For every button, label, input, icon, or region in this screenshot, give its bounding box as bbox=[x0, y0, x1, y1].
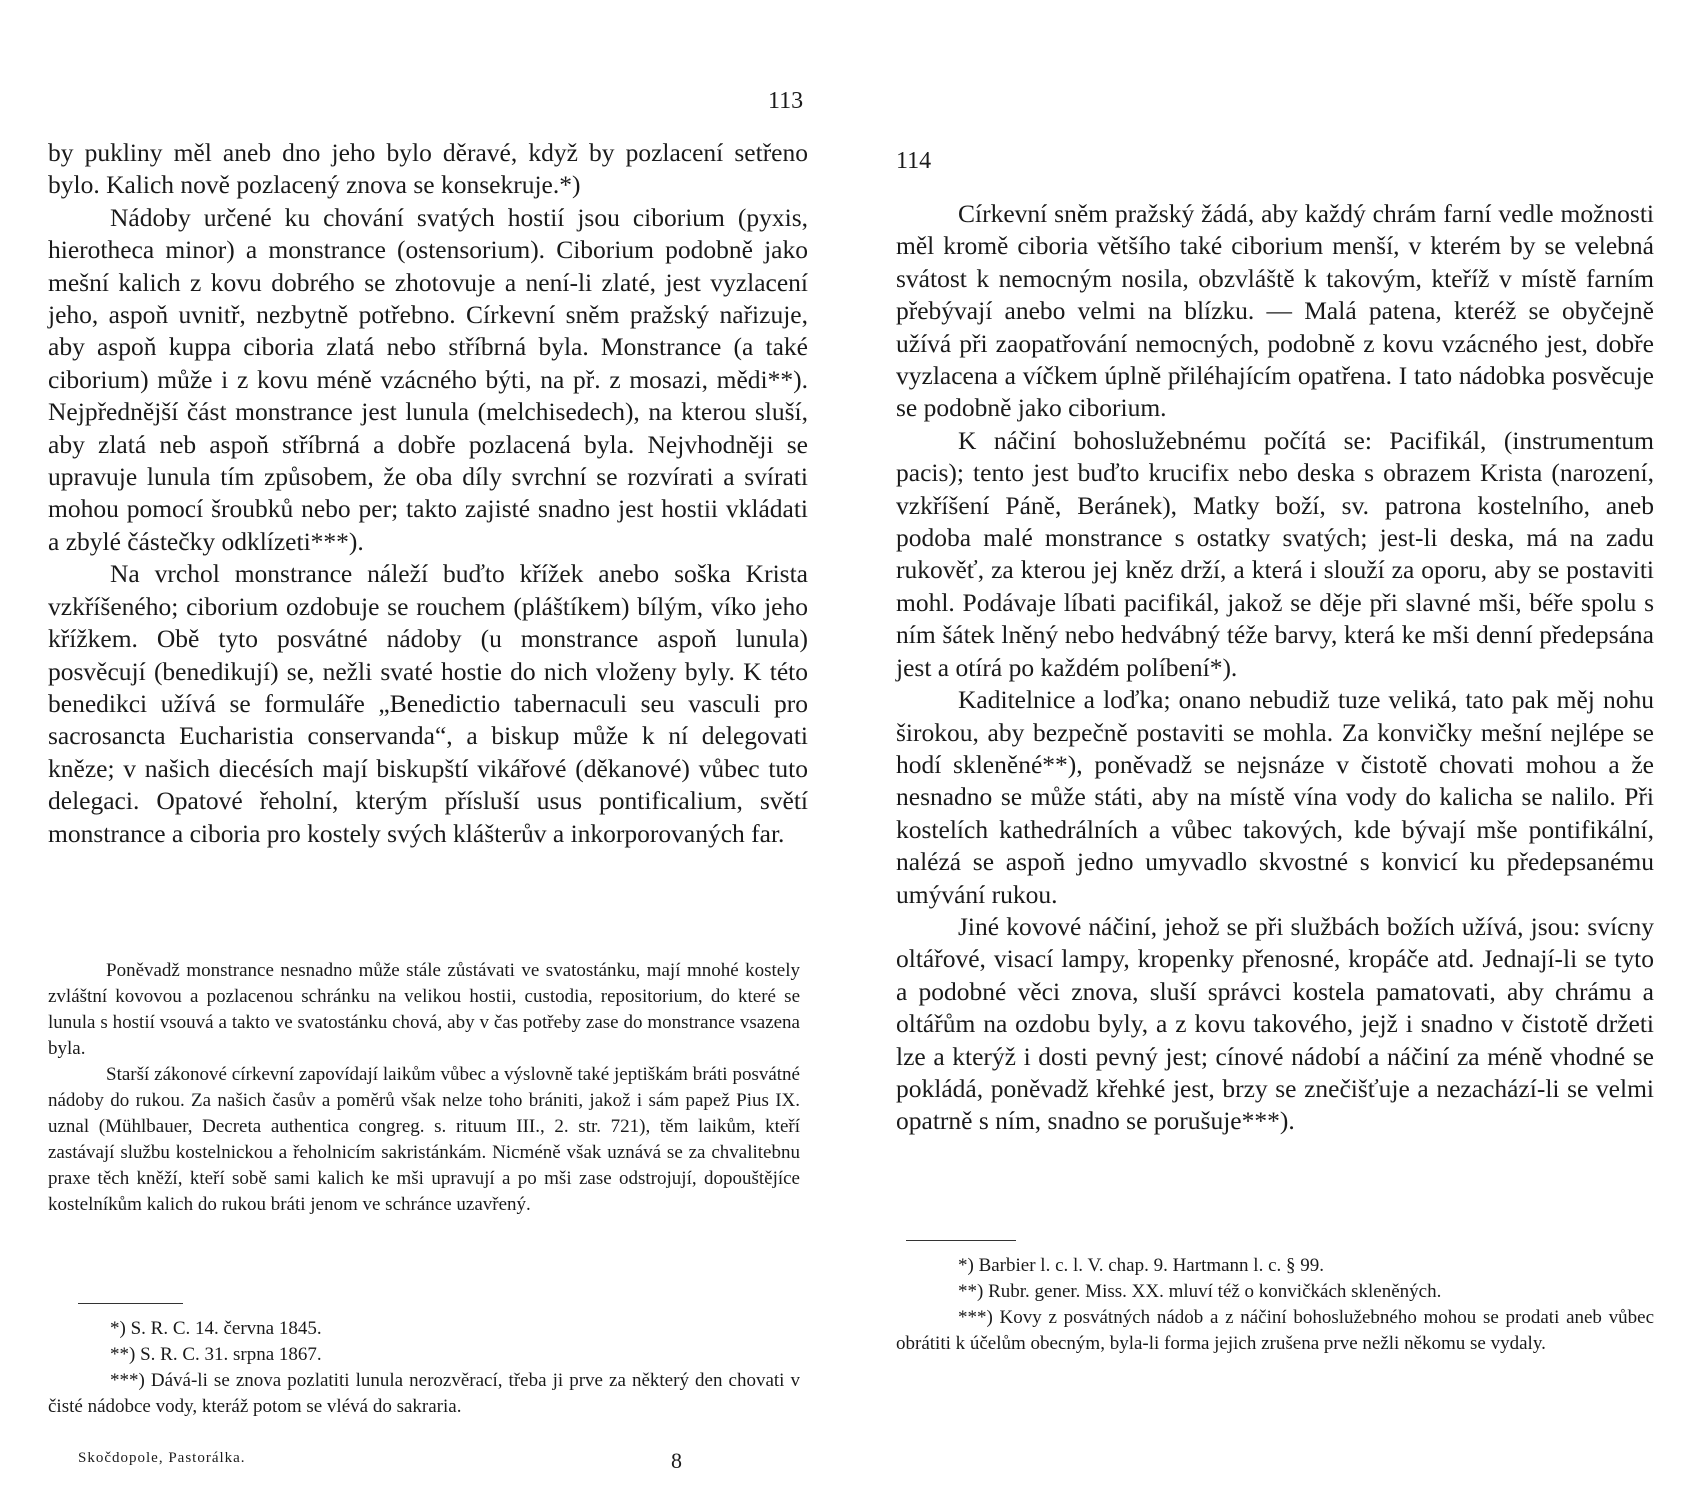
paragraph: Jiné kovové náčiní, jehož se při službách božích užívá, jsou: svícny oltářové, visací lampy, kropenky přenosné, kropáče atd. Jednají-li se tyto a podobné věci znova, sluší správci kostela pamatovati, aby chrámu a oltářům na ozdobu byly, a z kovu takového, jejž i snadno v čistotě držeti lze a kterýž i dosti pevný jest; cínové nádobí a náčiní za méně vhodné se pokládá, poněvadž křehké jest, brzy se znečišťuje a nezachází-li se velmi opatrně s ním, snadno se porušuje***). bbox=[896, 911, 1654, 1136]
paragraph: Na vrchol monstrance náleží buďto křížek anebo soška Krista vzkříšeného; ciborium ozdobuje se rouchem (pláštíkem) bílým, víko jeho křížkem. Obě tyto posvátné nádoby (u monstrance aspoň lunula) posvěcují (benedikují) se, nežli svaté hostie do nich vloženy byly. K této benedikci užívá se formuláře „Benedictio tabernaculi seu vasculi pro sacrosancta Eucharistia conservanda“, a biskup může k ní delegovati kněze; v našich diecésích mají biskupští vikářové (děkanové) vůbec tuto delegaci. Opatové řeholní, kterým přísluší usus pontificalium, světí monstrance a ciboria pro kostely svých klášterův a inkorporovaných far. bbox=[48, 559, 808, 848]
paragraph: by pukliny měl aneb dno jeho bylo děravé, když by pozlacení setřeno bylo. Kalich nově pozlacený znova se konsekruje.*) bbox=[48, 138, 808, 200]
footnote: *) S. R. C. 14. června 1845. bbox=[110, 1318, 322, 1339]
footnote-separator bbox=[906, 1240, 1016, 1241]
small-print-notes bbox=[48, 958, 800, 1218]
footnote: **) Rubr. gener. Miss. XX. mluví též o konvičkách skleněných. bbox=[958, 1281, 1442, 1302]
paragraph: Církevní sněm pražský žádá, aby každý chrám farní vedle možnosti měl kromě ciboria většího také ciborium menší, v kterém by se velebná svátost k nemocným nosila, obzvláště k takovým, kteříž v místě farním přebývají anebo velmi na blízku. — Malá patena, kteréž se obyčejně užívá při zaopatřování nemocných, podobně z kovu vzácného jest, dobře vyzlacena a víčkem úplně přiléhajícím opatřena. I tato nádobka posvěcuje se podobně jako ciborium. bbox=[896, 199, 1654, 423]
footnote: ***) Dává-li se znova pozlatiti lunula nerozvěrací, třeba ji prve za některý den chovati v čisté nádobce vody, kteráž potom se vlévá do sakraria. bbox=[48, 1370, 800, 1417]
paragraph: Nádoby určené ku chování svatých hostií jsou ciborium (pyxis, hierotheca minor) a monstrance (ostensorium). Ciborium podobně jako mešní kalich z kovu dobrého se zhotovuje a není-li zlaté, jest vyzlacení jeho, aspoň uvnitř, nezbytně potřebno. Církevní sněm pražský nařizuje, aby aspoň kuppa ciboria zlatá nebo stříbrná byla. Monstrance (a také ciborium) může i z kovu méně vzácného býti, na př. z mosazi, mědi**). Nejpřednější část monstrance jest lunula (melchisedech), na kterou sluší, aby zlatá neb aspoň stříbrná a dobře pozlacená byla. Nejvhodněji se upravuje lunula tím způsobem, že oba díly svrchní se rozvírati a svírati mohou pomocí šroubků nebo per; takto zajisté snadno jest hostii vkládati a zbylé částečky odklízeti***). bbox=[48, 202, 808, 556]
paragraph: Kaditelnice a loďka; onano nebudiž tuze veliká, tato pak měj nohu širokou, aby bezpečně postaviti se mohla. Za konvičky mešní nejlépe se hodí skleněné**), poněvadž se nejsnáze v čistotě chovati mohou a že nesnadno se může státi, aby na místě vína vody do kalicha se nalilo. Při kostelích kathedrálních a vůbec takových, kde bývají mše pontifikální, nalézá se aspoň jedno umyvadlo skvostné s konvicí ku předepsanému umývání rukou. bbox=[896, 685, 1654, 909]
page-number: 114 bbox=[896, 148, 932, 174]
footnote: ***) Kovy z posvátných nádob a z náčiní bohoslužebného mohou se prodati aneb vůbec obrátiti k účelům obecným, byla-li forma jejich zrušena prve nežli někomu se vydaly. bbox=[896, 1307, 1654, 1354]
footnote: *) Barbier l. c. l. V. chap. 9. Hartmann l. c. § 99. bbox=[958, 1255, 1325, 1276]
footnote: **) S. R. C. 31. srpna 1867. bbox=[110, 1344, 322, 1365]
signature-mark: 8 bbox=[671, 1448, 682, 1473]
main-text bbox=[48, 137, 808, 850]
footnotes bbox=[48, 1316, 800, 1420]
small-note: Starší zákonové církevní zapovídají laikům vůbec a výslovně také jeptiškám bráti posvátné nádoby do rukou. Za našich časův a poměrů však nelze toho brániti, jakož i sám papež Pius IX. uznal (Mühlbauer, Decreta authentica congreg. s. rituum III., 2. str. 721), těm laikům, kteří zastávají službu kostelnickou a řeholnicím sakristánkám. Nicméně však uznává se za chvalitebnu praxe těch kněží, kteří sobě sami kalich ke mši upravují a po mši zase odstrojují, dopouštějíce kostelníkům kalich do rukou bráti jenom ve schránce uzavřený. bbox=[48, 1064, 800, 1215]
page-number: 113 bbox=[768, 88, 804, 114]
paragraph: K náčiní bohoslužebnému počítá se: Pacifikál, (instrumentum pacis); tento jest buďto krucifix nebo deska s obrazem Krista (narození, vzkříšení Páně, Beránek), Matky boží, sv. patrona kostelního, aneb podoba malé monstrance s ostatky svatých; jest-li deska, má na zadu rukověť, za kterou jej kněz drží, a která i slouží za oporu, aby se postaviti mohl. Podávaje líbati pacifikál, jakož se děje při slavné mši, béře spolu s ním šátek lněný nebo hedvábný téže barvy, která ke mši denní předepsána jest a otírá po každém políbení*). bbox=[896, 425, 1654, 682]
footnote-separator bbox=[78, 1303, 183, 1304]
main-text bbox=[896, 198, 1654, 1138]
signature-line: Skočdopole, Pastorálka. bbox=[78, 1450, 246, 1466]
footnotes bbox=[896, 1253, 1654, 1357]
small-note: Poněvadž monstrance nesnadno může stále zůstávati ve svatostánku, mají mnohé kostely zvláštní kovovou a pozlacenou schránku na velikou hostii, custodia, repositorium, do které se lunula s hostií vsouvá a takto ve svatostánku chová, aby v čas potřeby zase do monstrance vsazena byla. bbox=[48, 960, 800, 1059]
